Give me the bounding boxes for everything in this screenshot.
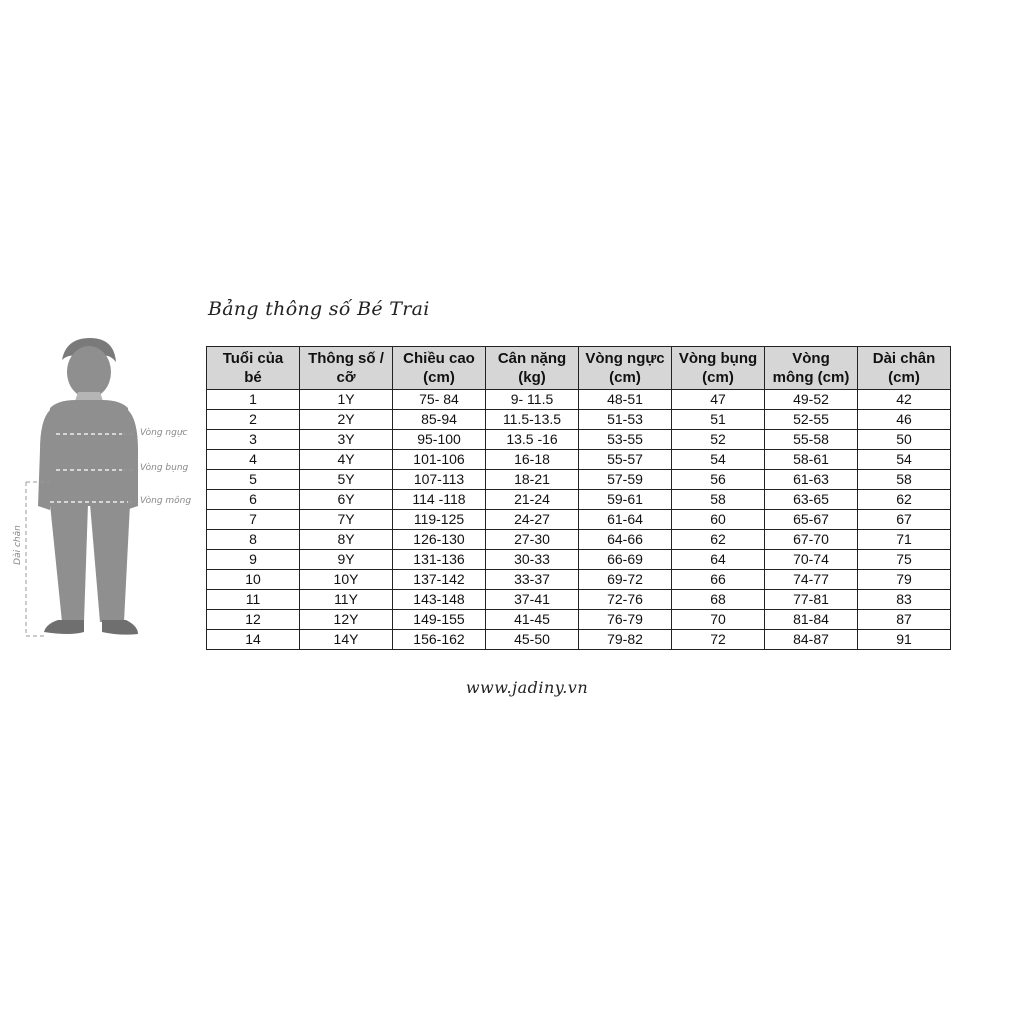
table-cell: 2 [207, 410, 300, 430]
table-cell: 66 [672, 570, 765, 590]
table-cell: 56 [672, 470, 765, 490]
table-cell: 47 [672, 390, 765, 410]
column-header [207, 347, 300, 390]
table-cell: 83 [858, 590, 951, 610]
table-cell: 91 [858, 630, 951, 650]
table-cell: 6Y [300, 490, 393, 510]
column-header-line: Tuổi của [222, 350, 284, 367]
column-header-line: Cân nặng [497, 350, 567, 367]
table-cell: 30-33 [486, 550, 579, 570]
table-cell: 131-136 [393, 550, 486, 570]
table-cell: 75- 84 [393, 390, 486, 410]
column-header [672, 347, 765, 390]
table-cell: 2Y [300, 410, 393, 430]
column-header-line: (kg) [518, 369, 546, 386]
column-header-line: (cm) [702, 369, 734, 386]
table-cell: 114 -118 [393, 490, 486, 510]
label-leg: Dài chân [12, 525, 23, 565]
table-cell: 70-74 [765, 550, 858, 570]
table-row [207, 430, 951, 450]
table-row [207, 410, 951, 430]
header-row [207, 347, 951, 390]
table-cell: 54 [672, 450, 765, 470]
column-header [858, 347, 951, 390]
table-cell: 50 [858, 430, 951, 450]
column-header-line: cỡ [336, 369, 356, 386]
table-cell: 49-52 [765, 390, 858, 410]
table-cell: 54 [858, 450, 951, 470]
table-cell: 55-58 [765, 430, 858, 450]
table-cell: 62 [858, 490, 951, 510]
table-cell: 57-59 [579, 470, 672, 490]
table-cell: 14 [207, 630, 300, 650]
table-cell: 18-21 [486, 470, 579, 490]
table-cell: 41-45 [486, 610, 579, 630]
table-cell: 72-76 [579, 590, 672, 610]
column-header-line: Vòng [792, 350, 830, 367]
table-cell: 5 [207, 470, 300, 490]
table-cell: 9- 11.5 [486, 390, 579, 410]
table-cell: 137-142 [393, 570, 486, 590]
table-cell: 7 [207, 510, 300, 530]
table-cell: 67 [858, 510, 951, 530]
table-cell: 13.5 -16 [486, 430, 579, 450]
table-cell: 107-113 [393, 470, 486, 490]
column-header-line: Vòng bụng [678, 350, 758, 367]
table-row [207, 390, 951, 410]
column-header-line: Vòng ngực [585, 350, 665, 367]
table-cell: 55-57 [579, 450, 672, 470]
table-row [207, 630, 951, 650]
table-cell: 10Y [300, 570, 393, 590]
table-cell: 72 [672, 630, 765, 650]
column-header [579, 347, 672, 390]
table-cell: 79 [858, 570, 951, 590]
table-cell: 65-67 [765, 510, 858, 530]
table-cell: 66-69 [579, 550, 672, 570]
table-row [207, 510, 951, 530]
table-cell: 4Y [300, 450, 393, 470]
table-cell: 59-61 [579, 490, 672, 510]
table-cell: 58 [858, 470, 951, 490]
table-cell: 3 [207, 430, 300, 450]
table-cell: 37-41 [486, 590, 579, 610]
table-cell: 46 [858, 410, 951, 430]
table-cell: 74-77 [765, 570, 858, 590]
column-header [765, 347, 858, 390]
table-cell: 42 [858, 390, 951, 410]
table-cell: 9 [207, 550, 300, 570]
table-cell: 11.5-13.5 [486, 410, 579, 430]
table-cell: 75 [858, 550, 951, 570]
table-cell: 21-24 [486, 490, 579, 510]
label-chest: Vòng ngực [140, 428, 188, 438]
table-cell: 85-94 [393, 410, 486, 430]
label-hip: Vòng mông [140, 496, 192, 506]
table-cell: 67-70 [765, 530, 858, 550]
table-cell: 69-72 [579, 570, 672, 590]
table-cell: 58 [672, 490, 765, 510]
page-title: Bảng thông số Bé Trai [208, 298, 430, 320]
table-cell: 8Y [300, 530, 393, 550]
table-cell: 45-50 [486, 630, 579, 650]
table-row [207, 610, 951, 630]
table-row [207, 570, 951, 590]
table-cell: 61-63 [765, 470, 858, 490]
column-header-line: Dài chân [872, 350, 936, 367]
table-row [207, 530, 951, 550]
table-cell: 11 [207, 590, 300, 610]
table-row [207, 550, 951, 570]
size-table [206, 346, 951, 650]
table-cell: 95-100 [393, 430, 486, 450]
column-header-line: (cm) [423, 369, 455, 386]
table-cell: 61-64 [579, 510, 672, 530]
column-header [486, 347, 579, 390]
table-row [207, 490, 951, 510]
table-cell: 70 [672, 610, 765, 630]
table-row [207, 590, 951, 610]
table-cell: 6 [207, 490, 300, 510]
table-cell: 63-65 [765, 490, 858, 510]
table-cell: 60 [672, 510, 765, 530]
column-header-line: (cm) [888, 369, 920, 386]
table-cell: 62 [672, 530, 765, 550]
column-header-line: bé [244, 369, 262, 386]
table-cell: 4 [207, 450, 300, 470]
table-cell: 149-155 [393, 610, 486, 630]
table-cell: 81-84 [765, 610, 858, 630]
column-header [300, 347, 393, 390]
table-cell: 143-148 [393, 590, 486, 610]
table-cell: 84-87 [765, 630, 858, 650]
table-cell: 16-18 [486, 450, 579, 470]
table-header [207, 347, 951, 390]
table-cell: 119-125 [393, 510, 486, 530]
table-body [207, 390, 951, 650]
table-cell: 27-30 [486, 530, 579, 550]
table-cell: 51 [672, 410, 765, 430]
table-cell: 101-106 [393, 450, 486, 470]
column-header-line: mông (cm) [772, 369, 850, 386]
table-cell: 76-79 [579, 610, 672, 630]
table-row [207, 450, 951, 470]
table-cell: 58-61 [765, 450, 858, 470]
table-cell: 5Y [300, 470, 393, 490]
table-cell: 156-162 [393, 630, 486, 650]
website-url: www.jadiny.vn [465, 678, 589, 697]
table-cell: 64-66 [579, 530, 672, 550]
table-cell: 48-51 [579, 390, 672, 410]
column-header-line: Chiều cao [403, 350, 475, 367]
table-row [207, 470, 951, 490]
table-cell: 79-82 [579, 630, 672, 650]
table-cell: 53-55 [579, 430, 672, 450]
table-cell: 7Y [300, 510, 393, 530]
table-cell: 71 [858, 530, 951, 550]
table-cell: 52-55 [765, 410, 858, 430]
boy-figure [10, 330, 210, 660]
column-header [393, 347, 486, 390]
column-header-line: Thông số / [308, 350, 384, 367]
table-cell: 52 [672, 430, 765, 450]
table-cell: 11Y [300, 590, 393, 610]
table-cell: 68 [672, 590, 765, 610]
table-cell: 9Y [300, 550, 393, 570]
table-cell: 8 [207, 530, 300, 550]
table-cell: 33-37 [486, 570, 579, 590]
table-cell: 1Y [300, 390, 393, 410]
table-cell: 77-81 [765, 590, 858, 610]
label-waist: Vòng bụng [140, 463, 189, 473]
table-cell: 10 [207, 570, 300, 590]
column-header-line: (cm) [609, 369, 641, 386]
table-cell: 24-27 [486, 510, 579, 530]
table-cell: 1 [207, 390, 300, 410]
table-cell: 64 [672, 550, 765, 570]
table-cell: 126-130 [393, 530, 486, 550]
table-cell: 12Y [300, 610, 393, 630]
boy-silhouette-icon [10, 330, 210, 660]
table-cell: 87 [858, 610, 951, 630]
table-cell: 12 [207, 610, 300, 630]
table-cell: 14Y [300, 630, 393, 650]
table-cell: 3Y [300, 430, 393, 450]
table-cell: 51-53 [579, 410, 672, 430]
